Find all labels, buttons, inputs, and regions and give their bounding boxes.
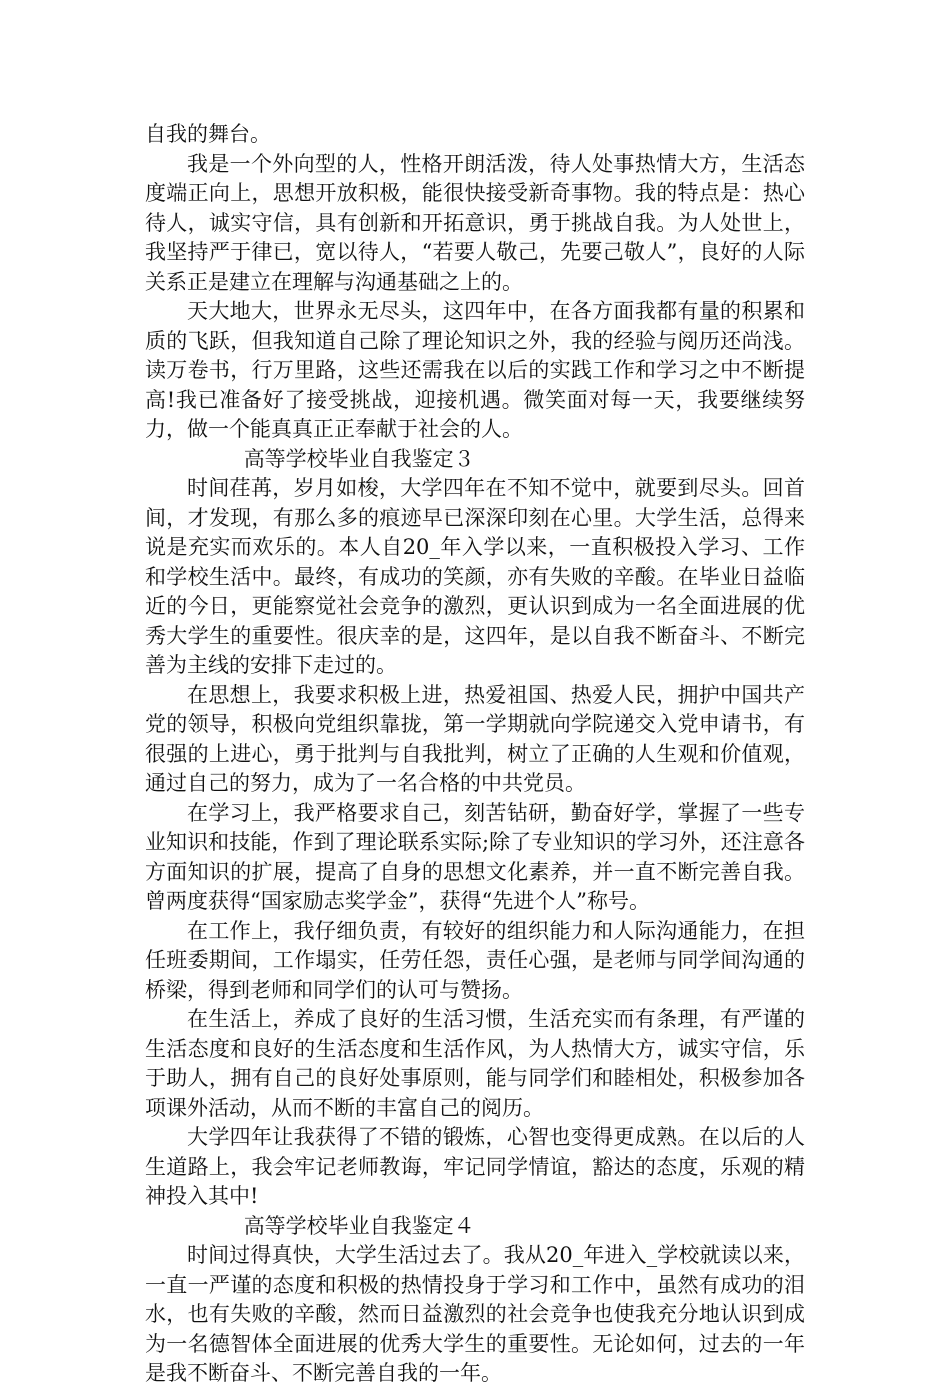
section-heading-3: 高等学校毕业自我鉴定３ bbox=[243, 446, 475, 471]
document-body bbox=[145, 120, 805, 1389]
paragraph-aspirations: 天大地大，世界永无尽头，这四年中，在各方面我都有量的积累和质的飞跃，但我知道自己除了理论知识之外，我的经验与阅历还尚浅。读万卷书，行万里路，这些还需我在以后的实践工作和学习之中不断提高!我已准备好了接受挑战，迎接机遇。微笑面对每一天，我要继续努力，做一个能真真正正奉献于社会的人。 bbox=[145, 299, 805, 441]
paragraph-study: 在学习上，我严格要求自己，刻苦钻研，勤奋好学，掌握了一些专业知识和技能，作到了理论联系实际;除了专业知识的学习外，还注意各方面知识的扩展，提高了自身的思想文化素养，并一直不断完善自我。曾两度获得“国家励志奖学金”，获得“先进个人”称号。 bbox=[145, 800, 805, 913]
paragraph-ideology: 在思想上，我要求积极上进，热爱祖国、热爱人民，拥护中国共产党的领导，积极向党组织靠拢，第一学期就向学院递交入党申请书，有很强的上进心，勇于批判与自我批判，树立了正确的人生观和价值观，通过自己的努力，成为了一名合格的中共党员。 bbox=[145, 682, 805, 795]
paragraph-time-flies: 时间荏苒，岁月如梭，大学四年在不知不觉中，就要到尽头。回首间，才发现，有那么多的痕迹早已深深印刻在心里。大学生活，总得来说是充实而欢乐的。本人自20_年入学以来，一直积极投入学习、工作和学校生活中。最终，有成功的笑颜，亦有失败的辛酸。在毕业日益临近的今日，更能察觉社会竞争的激烈，更认识到成为一名全面进展的优秀大学生的重要性。很庆幸的是，这四年，是以自我不断奋斗、不断完善为主线的安排下走过的。 bbox=[145, 476, 805, 677]
paragraph-life: 在生活上，养成了良好的生活习惯，生活充实而有条理，有严谨的生活态度和良好的生活态度和生活作风，为人热情大方，诚实守信，乐于助人，拥有自己的良好处事原则，能与同学们和睦相处，积极参加各项课外活动，从而不断的丰富自己的阅历。 bbox=[145, 1007, 805, 1120]
paragraph-time-passes: 时间过得真快，大学生活过去了。我从20_年进入_学校就读以来，一直一严谨的态度和积极的热情投身于学习和工作中，虽然有成功的泪水，也有失败的辛酸，然而日益激烈的社会竞争也使我充分地认识到成为一名德智体全面进展的优秀大学生的重要性。无论如何，过去的一年是我不断奋斗、不断完善自我的一年。 bbox=[145, 1243, 805, 1385]
section-heading-4: 高等学校毕业自我鉴定４ bbox=[243, 1213, 475, 1238]
paragraph-conclusion: 大学四年让我获得了不错的锻炼，心智也变得更成熟。在以后的人生道路上，我会牢记老师教诲，牢记同学情谊，豁达的态度，乐观的精神投入其中! bbox=[145, 1125, 805, 1208]
paragraph-personality: 我是一个外向型的人，性格开朗活泼，待人处事热情大方，生活态度端正向上，思想开放积极，能很快接受新奇事物。我的特点是：热心待人，诚实守信，具有创新和开拓意识，勇于挑战自我。为人处世上，我坚持严于律已，宽以待人，“若要人敬己，先要己敬人”，良好的人际关系正是建立在理解与沟通基础之上的。 bbox=[145, 151, 805, 294]
paragraph-work: 在工作上，我仔细负责，有较好的组织能力和人际沟通能力，在担任班委期间，工作塌实，任劳任怨，责任心强，是老师与同学间沟通的桥梁，得到老师和同学们的认可与赞扬。 bbox=[145, 918, 805, 1002]
paragraph-intro-tail: 自我的舞台。 bbox=[145, 122, 271, 146]
